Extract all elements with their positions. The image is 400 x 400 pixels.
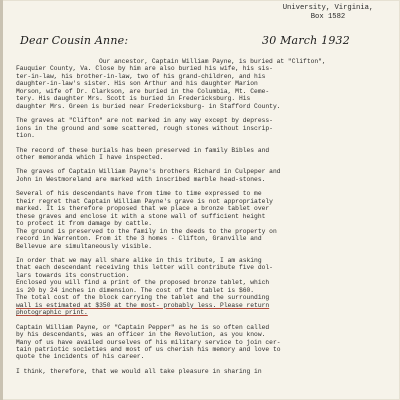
text-line: other memoranda which I have inspected.: [16, 153, 164, 161]
text-line: daughter-in-law's sister. His son Arthur and his daughter Marion: [16, 80, 258, 88]
text-line: record in Warrenton. From it the 3 homes - Clifton, Granville and: [16, 235, 262, 243]
paragraph-8: [16, 368, 391, 375]
text-line: by his descendants, was an officer in the Revolution, as you know.: [16, 331, 266, 339]
text-line: ions in the ground and some scattered, rough stones without inscrip-: [16, 124, 273, 132]
text-line: their regret that Captain William Payne's grave is not appropriately: [16, 197, 273, 205]
paragraph-6: [16, 257, 391, 317]
text-line: Several of his descendants have from time to time expressed to me: [16, 190, 262, 198]
text-line: marked. It is therefore proposed that we place a bronze tablet over: [16, 205, 270, 213]
text-line-underlined: photographic print.: [16, 309, 88, 317]
paragraph-1: [16, 58, 391, 110]
text-line: lars towards its construction.: [16, 271, 130, 279]
paragraph-4: [16, 168, 391, 183]
address-line-2: Box 1582: [310, 12, 346, 21]
paragraph-7: [16, 324, 391, 361]
text-line: these graves and enclose it with a stone wall of sufficient height: [16, 212, 266, 220]
text-line: Fauquier County, Va. Close by him are also buried his wife, his sis-: [16, 65, 273, 73]
handwritten-salutation: Dear Cousin Anne:: [20, 34, 129, 47]
text-line: The total cost of the block carrying the tablet and the surrounding: [16, 294, 270, 302]
text-line: The graves at "Clifton" are not marked in any way except by depress-: [16, 117, 273, 125]
text-line-underlined: wall is estimated at $350 at the most- probably less. Please return: [16, 301, 270, 309]
address-line-1: University, Virginia,: [282, 4, 374, 12]
text-line: The ground is preserved to the family in the deeds to the property on: [16, 227, 277, 235]
text-line: The graves of Captain William Payne's brothers Richard in Culpeper and: [16, 168, 281, 176]
text-line: to protect it from damage by cattle.: [16, 220, 153, 228]
return-address: [258, 4, 398, 21]
text-line: tion.: [16, 132, 35, 140]
text-line: daughter Mrs. Green is buried near Fredericksburg- in Stafford County.: [16, 102, 281, 110]
paragraph-2: [16, 117, 391, 139]
text-line: quote the incidents of his career.: [16, 353, 145, 361]
page-edge-shadow: [0, 0, 3, 400]
text-line: that each descendant receiving this letter will contribute five dol-: [16, 264, 273, 272]
text-line: Captain William Payne, or "Captain Pepper" as he is so often called: [16, 323, 270, 331]
text-line: In order that we may all share alike in this tribute, I am asking: [16, 256, 262, 264]
text-line: Morson, wife of Dr. Clarkson, are buried in the Columbia, Mt. Ceme-: [16, 87, 270, 95]
text-line: John in Westmoreland are marked with inscribed marble head-stones.: [16, 175, 266, 183]
text-line: tery. His daughter Mrs. Scott is buried in Fredericksburg. His: [16, 95, 251, 103]
text-line: Our ancestor, Captain William Payne, is buried at "Clifton",: [99, 58, 326, 65]
text-line: tain patriotic societies and most of us cherish his memory and love to: [16, 345, 281, 353]
text-line: Enclosed you will find a print of the proposed bronze tablet, which: [16, 279, 270, 287]
text-line: I think, therefore, that we would all take pleasure in sharing in: [16, 367, 262, 375]
letter-body: [16, 58, 391, 382]
paragraph-5: [16, 190, 391, 250]
text-line: The record of these burials has been preserved in family Bibles and: [16, 146, 270, 154]
text-line: is 20 by 24 inches in dimension. The cost of the tablet is $60.: [16, 286, 255, 294]
text-line: Bellevue are simultaneously visible.: [16, 242, 153, 250]
paragraph-3: [16, 147, 391, 162]
text-line: ter-in-law, his brother-in-law, two of his grand-children, and his: [16, 72, 266, 80]
handwritten-date: 30 March 1932: [262, 34, 350, 47]
text-line: Many of us have availed ourselves of his military service to join cer-: [16, 338, 281, 346]
